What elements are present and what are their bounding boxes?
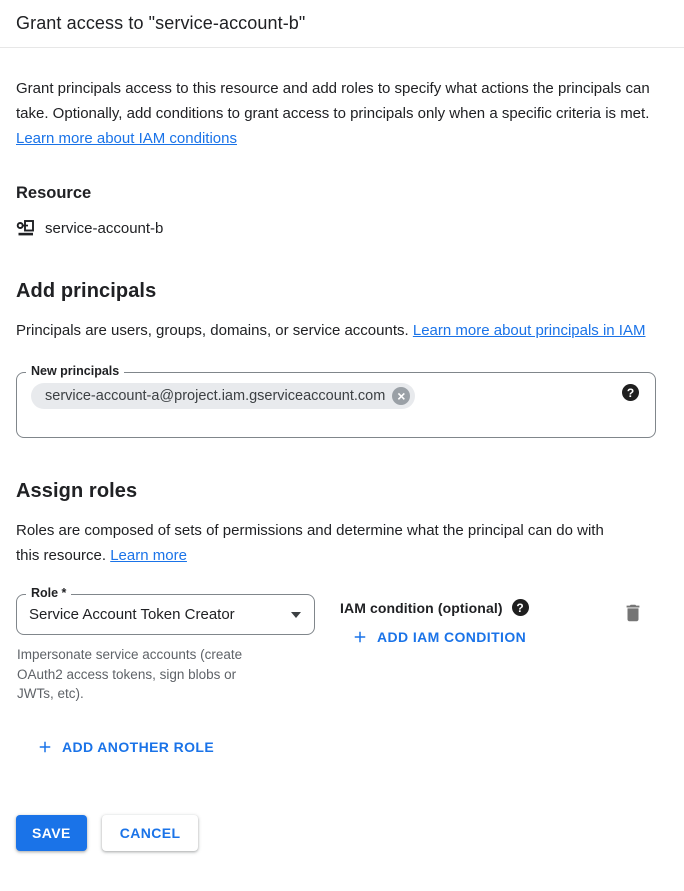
resource-heading: Resource	[16, 184, 92, 202]
dropdown-arrow-icon	[291, 612, 301, 618]
principal-chip-value: service-account-a@project.iam.gserviceaccount.com	[45, 388, 386, 404]
roles-learn-more-link[interactable]: Learn more	[110, 547, 187, 564]
dialog-body	[0, 76, 684, 851]
plus-icon	[351, 628, 369, 646]
role-select[interactable]	[16, 586, 315, 635]
iam-conditions-link[interactable]: Learn more about IAM conditions	[16, 130, 237, 147]
service-account-icon	[16, 218, 36, 238]
save-button[interactable]: SAVE	[16, 815, 87, 851]
chip-remove-icon[interactable]: ×	[392, 387, 410, 405]
cancel-button[interactable]: CANCEL	[102, 815, 199, 851]
role-row	[16, 586, 668, 704]
principal-chip[interactable]	[31, 383, 415, 409]
resource-row	[16, 218, 668, 238]
add-principals-text: Principals are users, groups, domains, or service accounts.	[16, 322, 409, 339]
add-principals-heading: Add principals	[16, 280, 157, 302]
role-label: Role *	[26, 586, 71, 600]
resource-name: service-account-b	[45, 219, 164, 237]
add-another-role-label: ADD ANOTHER ROLE	[62, 738, 215, 755]
add-iam-condition-label: ADD IAM CONDITION	[377, 629, 527, 645]
role-column	[16, 586, 315, 704]
plus-icon	[36, 738, 54, 756]
new-principals-label: New principals	[26, 364, 124, 378]
iam-condition-help-icon[interactable]: ?	[512, 599, 529, 616]
trash-icon	[622, 602, 644, 624]
new-principals-field[interactable]	[16, 364, 656, 438]
delete-role-button[interactable]	[622, 602, 644, 624]
iam-condition-label-row	[340, 599, 529, 616]
dialog-title: Grant access to "service-account-b"	[16, 13, 306, 33]
intro-paragraph	[16, 76, 656, 151]
add-another-role-button[interactable]	[36, 738, 214, 756]
principals-help-icon[interactable]: ?	[622, 384, 639, 401]
assign-roles-description	[16, 518, 616, 568]
intro-text: Grant principals access to this resource and add roles to specify what actions the principals can take. Optionally, add conditions to grant access to principals only when a specific criteria is met.	[16, 80, 650, 122]
iam-condition-label: IAM condition (optional)	[340, 599, 503, 616]
principals-link[interactable]: Learn more about principals in IAM	[412, 322, 646, 339]
dialog-header	[0, 0, 684, 48]
assign-roles-heading: Assign roles	[16, 480, 138, 502]
assign-roles-text: Roles are composed of sets of permissions and determine what the principal can do with this resource.	[16, 522, 604, 564]
role-helper-text: Impersonate service accounts (create OAuth2 access tokens, sign blobs or JWTs, etc).	[17, 647, 243, 701]
dialog-actions	[16, 815, 668, 851]
add-iam-condition-button[interactable]	[351, 628, 526, 646]
role-value: Service Account Token Creator	[29, 606, 235, 623]
add-principals-description	[16, 318, 656, 343]
iam-condition-column	[340, 594, 529, 651]
